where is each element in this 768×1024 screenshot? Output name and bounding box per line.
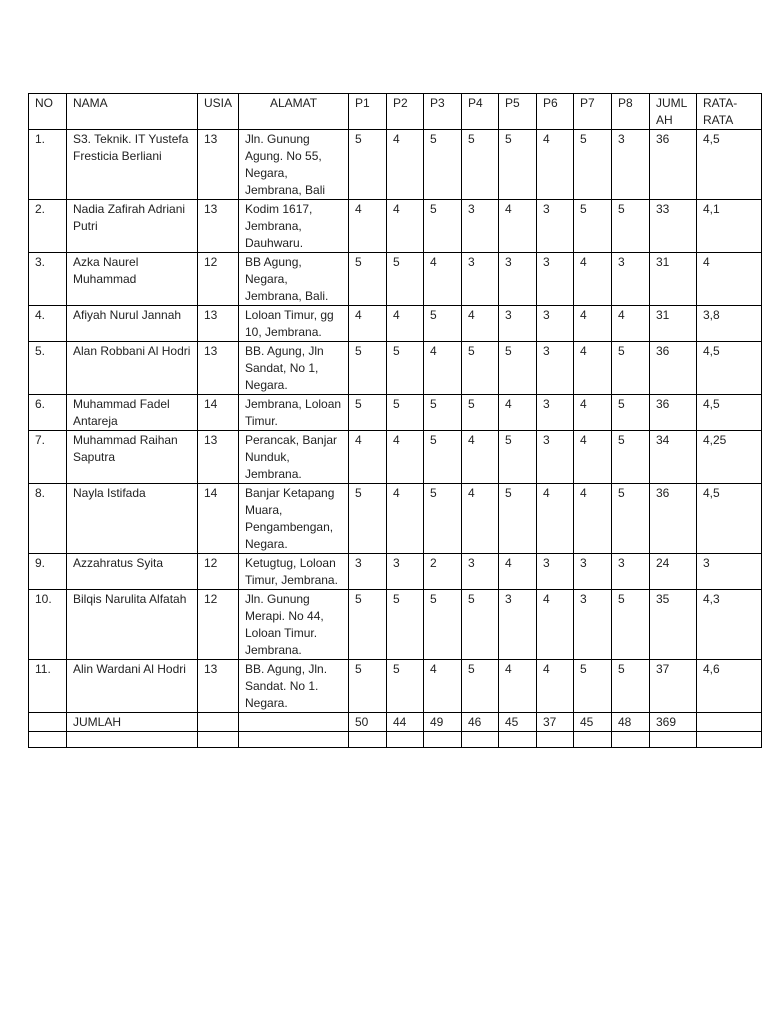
cell-p7: 5 <box>574 130 612 200</box>
total-cell-no <box>29 713 67 732</box>
total-cell-jumlah: 369 <box>650 713 697 732</box>
cell-p8: 5 <box>612 395 650 431</box>
cell-p4: 5 <box>462 660 499 713</box>
empty-cell <box>239 732 349 748</box>
cell-p8: 4 <box>612 306 650 342</box>
cell-p5: 4 <box>499 200 537 253</box>
header-p3: P3 <box>424 94 462 130</box>
total-cell-p1: 50 <box>349 713 387 732</box>
cell-p1: 5 <box>349 590 387 660</box>
table-row <box>29 342 762 395</box>
cell-alamat: Banjar Ketapang Muara, Pengambengan, Negara. <box>239 484 349 554</box>
total-cell-usia <box>198 713 239 732</box>
table-row <box>29 130 762 200</box>
total-cell-nama: JUMLAH <box>67 713 198 732</box>
cell-p1: 5 <box>349 253 387 306</box>
cell-nama: S3. Teknik. IT Yustefa Fresticia Berliani <box>67 130 198 200</box>
table-row <box>29 554 762 590</box>
cell-p6: 3 <box>537 554 574 590</box>
cell-jumlah: 36 <box>650 342 697 395</box>
cell-p7: 4 <box>574 342 612 395</box>
empty-cell <box>349 732 387 748</box>
cell-p1: 4 <box>349 431 387 484</box>
header-p5: P5 <box>499 94 537 130</box>
cell-p7: 4 <box>574 395 612 431</box>
cell-p4: 3 <box>462 554 499 590</box>
cell-p2: 5 <box>387 660 424 713</box>
cell-usia: 13 <box>198 306 239 342</box>
cell-rata: 4,6 <box>697 660 762 713</box>
cell-rata: 4,5 <box>697 130 762 200</box>
cell-p4: 5 <box>462 130 499 200</box>
cell-p3: 5 <box>424 484 462 554</box>
cell-p1: 5 <box>349 130 387 200</box>
cell-nama: Alin Wardani Al Hodri <box>67 660 198 713</box>
cell-p3: 5 <box>424 130 462 200</box>
table-row <box>29 660 762 713</box>
cell-nama: Muhammad Fadel Antareja <box>67 395 198 431</box>
cell-p5: 4 <box>499 554 537 590</box>
cell-p6: 3 <box>537 431 574 484</box>
cell-p7: 4 <box>574 306 612 342</box>
cell-p2: 5 <box>387 590 424 660</box>
cell-p8: 5 <box>612 342 650 395</box>
cell-usia: 12 <box>198 253 239 306</box>
table-row <box>29 484 762 554</box>
cell-p8: 5 <box>612 200 650 253</box>
empty-cell <box>499 732 537 748</box>
header-rata-rata: RATA-RATA <box>697 94 762 130</box>
cell-p5: 4 <box>499 395 537 431</box>
cell-p1: 5 <box>349 484 387 554</box>
cell-alamat: BB Agung, Negara, Jembrana, Bali. <box>239 253 349 306</box>
cell-p3: 5 <box>424 200 462 253</box>
cell-p5: 5 <box>499 431 537 484</box>
cell-alamat: Jln. Gunung Merapi. No 44, Loloan Timur. Jembrana. <box>239 590 349 660</box>
cell-jumlah: 36 <box>650 130 697 200</box>
total-cell-alamat <box>239 713 349 732</box>
total-cell-p6: 37 <box>537 713 574 732</box>
table-row <box>29 431 762 484</box>
cell-p3: 5 <box>424 590 462 660</box>
empty-cell <box>612 732 650 748</box>
cell-jumlah: 33 <box>650 200 697 253</box>
cell-rata: 4,5 <box>697 484 762 554</box>
cell-p5: 5 <box>499 484 537 554</box>
cell-p8: 5 <box>612 590 650 660</box>
cell-p7: 3 <box>574 590 612 660</box>
empty-cell <box>387 732 424 748</box>
header-row <box>29 94 762 130</box>
cell-jumlah: 36 <box>650 395 697 431</box>
cell-p8: 5 <box>612 484 650 554</box>
cell-usia: 14 <box>198 395 239 431</box>
header-p4: P4 <box>462 94 499 130</box>
cell-p2: 5 <box>387 342 424 395</box>
cell-p3: 5 <box>424 395 462 431</box>
cell-p5: 3 <box>499 306 537 342</box>
cell-no: 2. <box>29 200 67 253</box>
cell-no: 5. <box>29 342 67 395</box>
header-jumlah: JUML AH <box>650 94 697 130</box>
cell-p5: 5 <box>499 342 537 395</box>
cell-nama: Afiyah Nurul Jannah <box>67 306 198 342</box>
cell-usia: 13 <box>198 200 239 253</box>
empty-cell <box>198 732 239 748</box>
cell-p5: 4 <box>499 660 537 713</box>
cell-p3: 4 <box>424 253 462 306</box>
cell-p4: 4 <box>462 306 499 342</box>
cell-rata: 4,5 <box>697 395 762 431</box>
cell-rata: 4 <box>697 253 762 306</box>
cell-p7: 4 <box>574 431 612 484</box>
cell-p5: 3 <box>499 590 537 660</box>
cell-p3: 5 <box>424 431 462 484</box>
cell-rata: 3,8 <box>697 306 762 342</box>
header-p7: P7 <box>574 94 612 130</box>
cell-p6: 3 <box>537 200 574 253</box>
cell-p8: 3 <box>612 253 650 306</box>
cell-p7: 5 <box>574 660 612 713</box>
cell-no: 11. <box>29 660 67 713</box>
empty-cell <box>424 732 462 748</box>
table-row <box>29 200 762 253</box>
cell-p2: 4 <box>387 484 424 554</box>
header-p6: P6 <box>537 94 574 130</box>
table-row <box>29 306 762 342</box>
cell-p4: 3 <box>462 253 499 306</box>
cell-p1: 5 <box>349 395 387 431</box>
total-cell-p3: 49 <box>424 713 462 732</box>
empty-cell <box>697 732 762 748</box>
cell-no: 9. <box>29 554 67 590</box>
cell-no: 6. <box>29 395 67 431</box>
cell-p8: 3 <box>612 554 650 590</box>
cell-alamat: BB. Agung, Jln. Sandat. No 1. Negara. <box>239 660 349 713</box>
cell-p7: 5 <box>574 200 612 253</box>
cell-nama: Azka Naurel Muhammad <box>67 253 198 306</box>
cell-alamat: BB. Agung, Jln Sandat, No 1, Negara. <box>239 342 349 395</box>
cell-alamat: Jembrana, Loloan Timur. <box>239 395 349 431</box>
total-cell-p4: 46 <box>462 713 499 732</box>
header-p8: P8 <box>612 94 650 130</box>
cell-usia: 13 <box>198 130 239 200</box>
cell-p6: 4 <box>537 484 574 554</box>
cell-p8: 5 <box>612 660 650 713</box>
header-no: NO <box>29 94 67 130</box>
cell-nama: Nayla Istifada <box>67 484 198 554</box>
cell-p2: 5 <box>387 253 424 306</box>
cell-p8: 5 <box>612 431 650 484</box>
cell-p1: 5 <box>349 342 387 395</box>
cell-jumlah: 34 <box>650 431 697 484</box>
cell-p1: 4 <box>349 306 387 342</box>
cell-p2: 4 <box>387 130 424 200</box>
cell-p5: 5 <box>499 130 537 200</box>
cell-p4: 5 <box>462 342 499 395</box>
header-alamat: ALAMAT <box>239 94 349 130</box>
cell-rata: 4,3 <box>697 590 762 660</box>
cell-usia: 13 <box>198 342 239 395</box>
cell-jumlah: 24 <box>650 554 697 590</box>
cell-p3: 4 <box>424 342 462 395</box>
cell-p4: 5 <box>462 590 499 660</box>
cell-p6: 3 <box>537 342 574 395</box>
cell-alamat: Jln. Gunung Agung. No 55, Negara, Jembrana, Bali <box>239 130 349 200</box>
cell-p3: 5 <box>424 306 462 342</box>
cell-p1: 4 <box>349 200 387 253</box>
total-cell-p8: 48 <box>612 713 650 732</box>
cell-alamat: Perancak, Banjar Nunduk, Jembrana. <box>239 431 349 484</box>
cell-p5: 3 <box>499 253 537 306</box>
empty-cell <box>650 732 697 748</box>
cell-p2: 3 <box>387 554 424 590</box>
cell-p8: 3 <box>612 130 650 200</box>
cell-p6: 4 <box>537 590 574 660</box>
cell-usia: 13 <box>198 660 239 713</box>
cell-p6: 4 <box>537 130 574 200</box>
cell-rata: 4,5 <box>697 342 762 395</box>
cell-p2: 4 <box>387 306 424 342</box>
cell-alamat: Kodim 1617, Jembrana, Dauhwaru. <box>239 200 349 253</box>
cell-p4: 4 <box>462 484 499 554</box>
cell-p7: 4 <box>574 253 612 306</box>
cell-usia: 12 <box>198 554 239 590</box>
cell-p7: 4 <box>574 484 612 554</box>
cell-p6: 3 <box>537 253 574 306</box>
cell-no: 3. <box>29 253 67 306</box>
table-body <box>29 130 762 748</box>
empty-row <box>29 732 762 748</box>
cell-rata: 4,25 <box>697 431 762 484</box>
header-p2: P2 <box>387 94 424 130</box>
cell-alamat: Loloan Timur, gg 10, Jembrana. <box>239 306 349 342</box>
cell-usia: 14 <box>198 484 239 554</box>
student-scores-table <box>28 93 762 748</box>
cell-p6: 3 <box>537 395 574 431</box>
cell-p2: 4 <box>387 200 424 253</box>
cell-nama: Alan Robbani Al Hodri <box>67 342 198 395</box>
header-usia: USIA <box>198 94 239 130</box>
cell-nama: Bilqis Narulita Alfatah <box>67 590 198 660</box>
cell-nama: Muhammad Raihan Saputra <box>67 431 198 484</box>
cell-no: 1. <box>29 130 67 200</box>
empty-cell <box>574 732 612 748</box>
empty-cell <box>29 732 67 748</box>
cell-jumlah: 35 <box>650 590 697 660</box>
cell-no: 4. <box>29 306 67 342</box>
cell-p1: 3 <box>349 554 387 590</box>
cell-no: 8. <box>29 484 67 554</box>
cell-p1: 5 <box>349 660 387 713</box>
cell-jumlah: 36 <box>650 484 697 554</box>
cell-p2: 4 <box>387 431 424 484</box>
table-row <box>29 253 762 306</box>
cell-p4: 4 <box>462 431 499 484</box>
header-p1: P1 <box>349 94 387 130</box>
cell-alamat: Ketugtug, Loloan Timur, Jembrana. <box>239 554 349 590</box>
header-nama: NAMA <box>67 94 198 130</box>
cell-usia: 12 <box>198 590 239 660</box>
cell-p7: 3 <box>574 554 612 590</box>
cell-p4: 5 <box>462 395 499 431</box>
cell-no: 10. <box>29 590 67 660</box>
cell-nama: Azzahratus Syita <box>67 554 198 590</box>
empty-cell <box>462 732 499 748</box>
cell-p4: 3 <box>462 200 499 253</box>
cell-p6: 3 <box>537 306 574 342</box>
total-cell-p2: 44 <box>387 713 424 732</box>
cell-no: 7. <box>29 431 67 484</box>
empty-cell <box>67 732 198 748</box>
cell-rata: 3 <box>697 554 762 590</box>
total-cell-p5: 45 <box>499 713 537 732</box>
cell-p3: 4 <box>424 660 462 713</box>
total-cell-p7: 45 <box>574 713 612 732</box>
cell-jumlah: 37 <box>650 660 697 713</box>
cell-p2: 5 <box>387 395 424 431</box>
empty-cell <box>537 732 574 748</box>
cell-jumlah: 31 <box>650 253 697 306</box>
cell-p3: 2 <box>424 554 462 590</box>
total-row <box>29 713 762 732</box>
cell-usia: 13 <box>198 431 239 484</box>
cell-rata: 4,1 <box>697 200 762 253</box>
table-row <box>29 590 762 660</box>
cell-jumlah: 31 <box>650 306 697 342</box>
total-cell-rata <box>697 713 762 732</box>
table-row <box>29 395 762 431</box>
cell-p6: 4 <box>537 660 574 713</box>
cell-nama: Nadia Zafirah Adriani Putri <box>67 200 198 253</box>
